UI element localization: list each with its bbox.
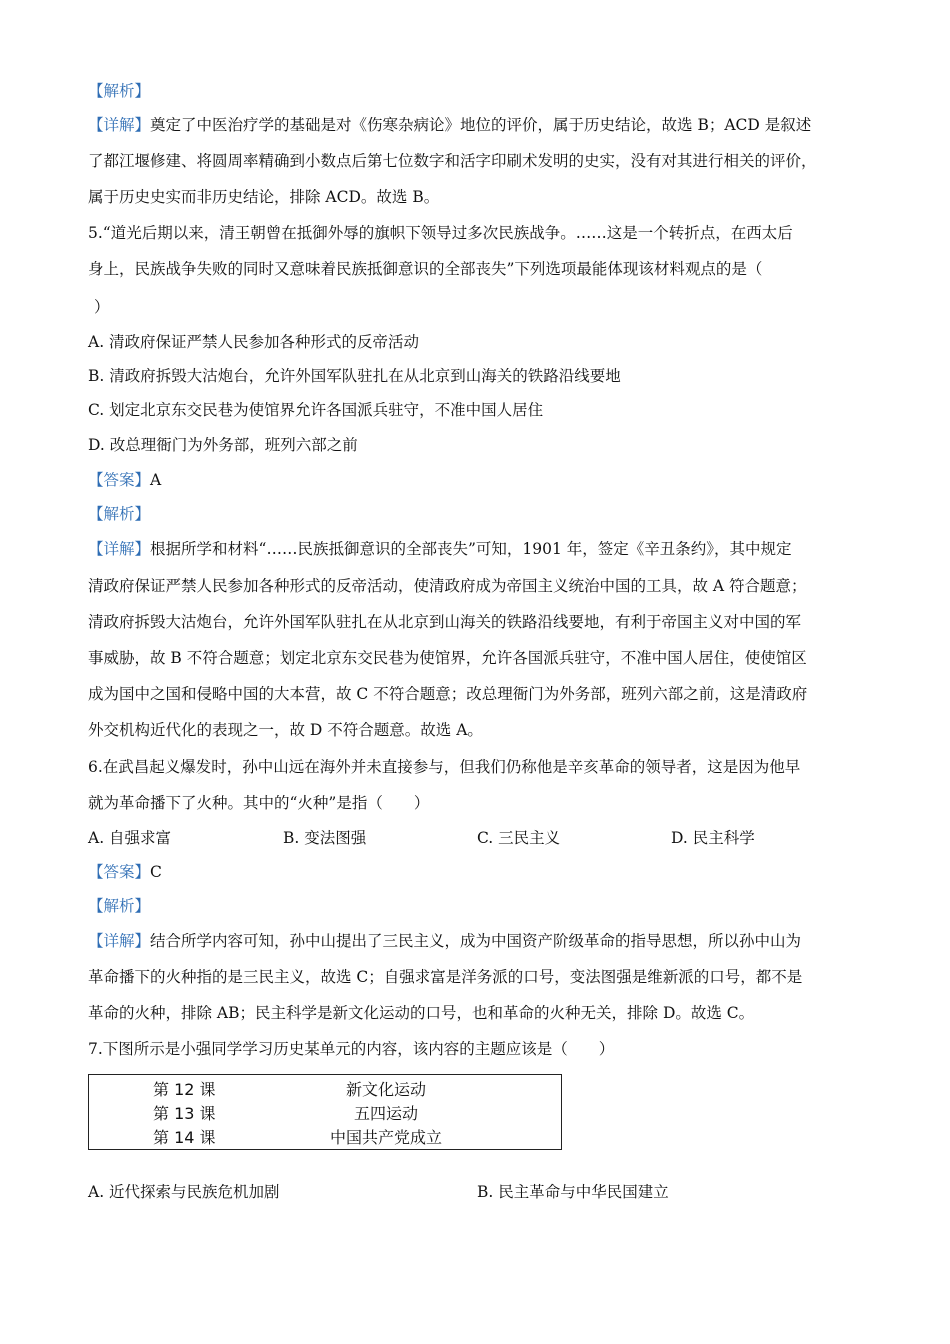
text-line: 事威胁，故 B 不符合题意；划定北京东交民巷为使馆界，允许各国派兵驻守，不准中国人居住，使使馆区 [88,649,807,667]
lesson-title: 中国共产党成立 [329,1128,442,1147]
lesson-number: 第 13 课 [153,1104,216,1123]
option-b: B. 清政府拆毁大沽炮台，允许外国军队驻扎在从北京到山海关的铁路沿线要地 [88,367,621,385]
option-a: A. 近代探索与民族危机加剧 [88,1183,280,1201]
analysis-label: 【解析】 [88,897,151,915]
table-row [89,1101,561,1125]
text-line: 【详解】奠定了中医治疗学的基础是对《伤寒杂病论》地位的评价，属于历史结论，故选 B；ACD 是叙述 [88,116,812,134]
text-line: 了都江堰修建、将圆周率精确到小数点后第七位数字和活字印刷术发明的史实，没有对其进行相关的评价， [88,152,817,170]
table-row [89,1077,561,1101]
text-line: 【解析】 [88,82,151,100]
lesson-number: 第 14 课 [153,1128,216,1147]
text-line: 清政府拆毁大沽炮台，允许外国军队驻扎在从北京到山海关的铁路沿线要地，有利于帝国主义对中国的军 [88,613,802,631]
unit-contents-table [88,1074,562,1150]
answer-line: 【答案】A [88,471,162,489]
text-line: 清政府保证严禁人民参加各种形式的反帝活动，使清政府成为帝国主义统治中国的工具，故 A 符合题意； [88,577,807,595]
text-line: 身上，民族战争失败的同时又意味着民族抵御意识的全部丧失”下列选项最能体现该材料观点的是（ [88,260,763,278]
question-5: 5.“道光后期以来，清王朝曾在抵御外辱的旗帜下领导过多次民族战争。……这是一个转折点，在西太后 [88,224,793,242]
text-line: 成为国中之国和侵略中国的大本营，故 C 不符合题意；改总理衙门为外务部，班列六部之前，这是清政府 [88,685,808,703]
text-line: 革命的火种，排除 AB；民主科学是新文化运动的口号，也和革命的火种无关，排除 D。故选 C。 [88,1004,755,1022]
lesson-title: 五四运动 [353,1104,418,1123]
question-6: 6.在武昌起义爆发时，孙中山远在海外并未直接参与，但我们仍称他是辛亥革命的领导者，这是因为他早 [88,758,801,776]
text-line: 革命播下的火种指的是三民主义，故选 C；自强求富是洋务派的口号，变法图强是维新派的口号，都不是 [88,968,803,986]
option-a: A. 自强求富 [88,829,172,847]
lesson-title: 新文化运动 [345,1080,426,1099]
option-b: B. 变法图强 [283,829,367,847]
option-d: D. 改总理衙门为外务部，班列六部之前 [88,436,358,454]
text-line: 【详解】根据所学和材料“……民族抵御意识的全部丧失”可知，1901 年，签定《辛丑条约》，其中规定 [88,540,792,558]
text-line: ） [94,298,110,316]
analysis-label: 【解析】 [88,505,151,523]
option-d: D. 民主科学 [671,829,755,847]
option-c: C. 划定北京东交民巷为使馆界允许各国派兵驻守，不准中国人居住 [88,401,544,419]
text-line: 外交机构近代化的表现之一，故 D 不符合题意。故选 A。 [88,721,483,739]
text-line: 就为革命播下了火种。其中的“火种”是指（ ） [88,794,430,812]
text-line: 【详解】结合所学内容可知，孙中山提出了三民主义，成为中国资产阶级革命的指导思想，所以孙中山为 [88,932,802,950]
answer-line: 【答案】C [88,863,162,881]
option-c: C. 三民主义 [477,829,561,847]
text-line: 属于历史史实而非历史结论，排除 ACD。故选 B。 [88,188,440,206]
question-7: 7.下图所示是小强同学学习历史某单元的内容，该内容的主题应该是（ ） [88,1040,615,1058]
table-row [89,1125,561,1149]
lesson-number: 第 12 课 [153,1080,216,1099]
option-b: B. 民主革命与中华民国建立 [477,1183,669,1201]
option-a: A. 清政府保证严禁人民参加各种形式的反帝活动 [88,333,420,351]
